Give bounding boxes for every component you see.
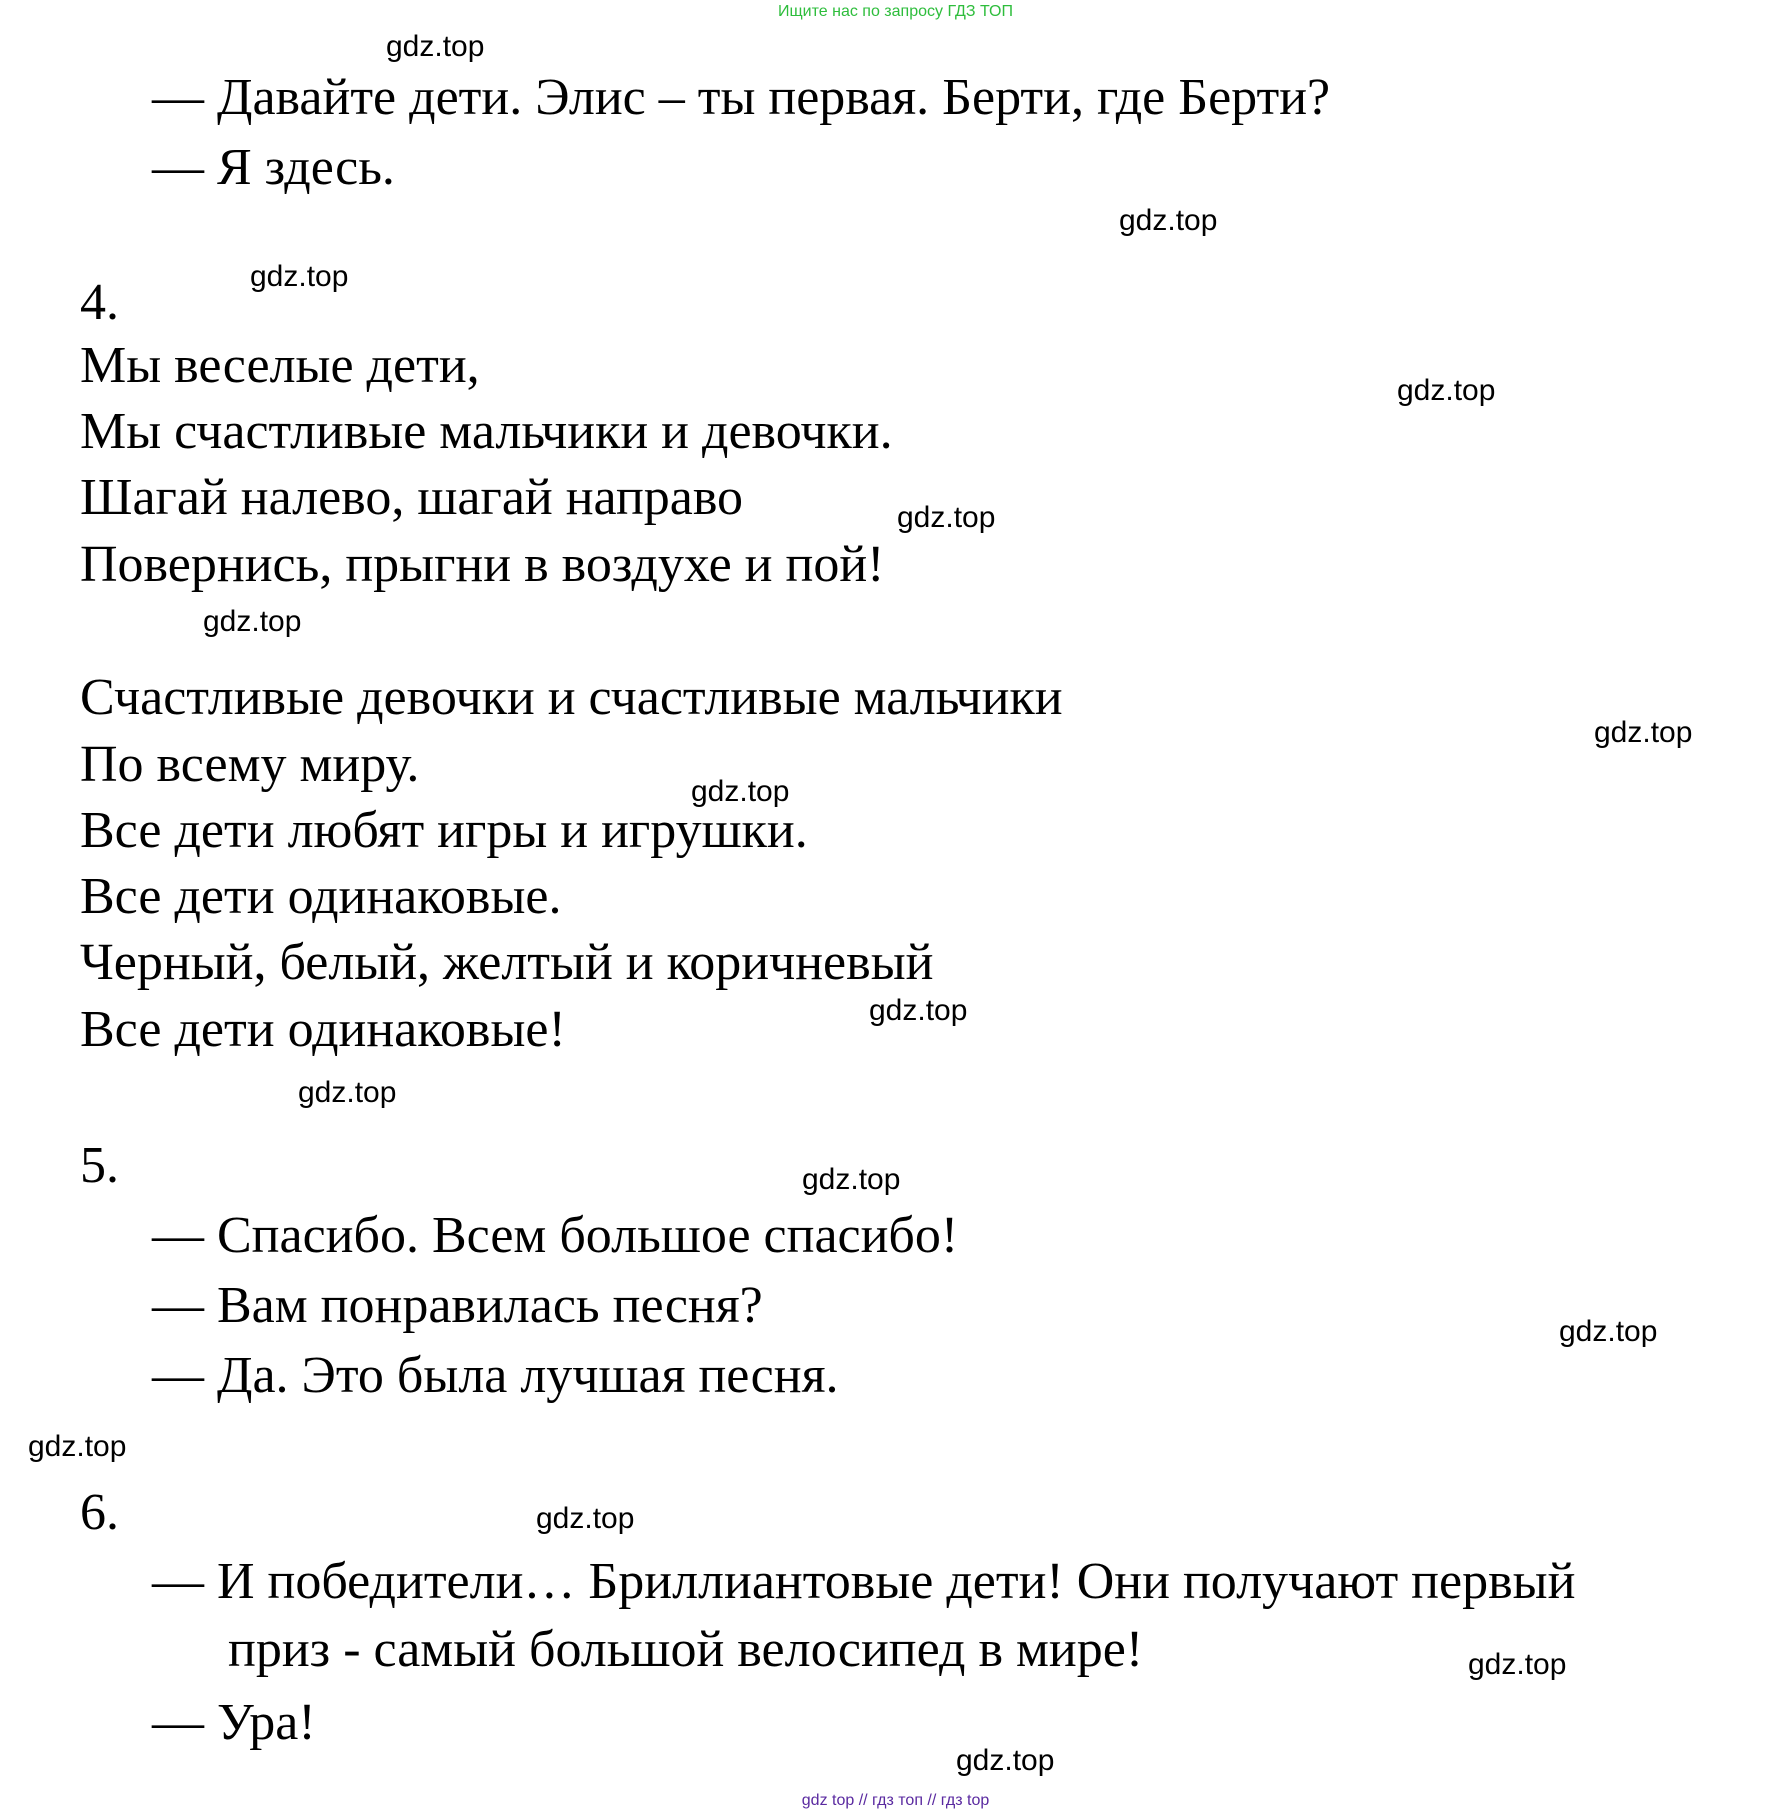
watermark: gdz.top: [897, 501, 996, 534]
poem-line: Шагай налево, шагай направо: [80, 469, 744, 526]
dialogue-line: — Спасибо. Всем большое спасибо!: [152, 1207, 959, 1264]
watermark: gdz.top: [203, 605, 302, 638]
dialogue-line: — Ура!: [152, 1694, 316, 1751]
dialogue-line: — Я здесь.: [152, 139, 395, 196]
dialogue-line: — Давайте дети. Элис – ты первая. Берти, где Берти?: [152, 69, 1331, 126]
watermark: gdz.top: [1468, 1648, 1567, 1681]
poem-line: Все дети одинаковые.: [80, 868, 562, 925]
poem-line: Все дети любят игры и игрушки.: [80, 802, 808, 859]
watermark: gdz.top: [250, 260, 349, 293]
dialogue-line: — Вам понравилась песня?: [152, 1277, 763, 1334]
dialogue-line: — И победители… Бриллиантовые дети! Они получают первый: [152, 1553, 1576, 1610]
watermark: gdz.top: [1594, 716, 1693, 749]
section-number: 5.: [80, 1137, 119, 1194]
footer: gdz top // гдз топ // гдз top: [801, 1792, 990, 1809]
watermark: gdz.top: [1119, 204, 1218, 237]
watermark: gdz.top: [1559, 1315, 1658, 1348]
watermark: gdz.top: [691, 775, 790, 808]
watermark: gdz.top: [536, 1502, 635, 1535]
dialogue-line: приз - самый большой велосипед в мире!: [228, 1621, 1144, 1678]
poem-line: Мы счастливые мальчики и девочки.: [80, 403, 893, 460]
poem-line: Все дети одинаковые!: [80, 1001, 566, 1058]
watermark: gdz.top: [298, 1076, 397, 1109]
section-number: 4.: [80, 274, 119, 331]
watermark: gdz.top: [802, 1163, 901, 1196]
watermark: gdz.top: [956, 1744, 1055, 1777]
top-banner: Ищите нас по запросу ГДЗ ТОП: [778, 3, 1013, 20]
dialogue-line: — Да. Это была лучшая песня.: [152, 1347, 839, 1404]
watermark: gdz.top: [869, 994, 968, 1027]
poem-line: Счастливые девочки и счастливые мальчики: [80, 669, 1063, 726]
poem-line: Черный, белый, желтый и коричневый: [80, 934, 934, 991]
poem-line: Повернись, прыгни в воздухе и пой!: [80, 536, 885, 593]
section-number: 6.: [80, 1484, 119, 1541]
watermark: gdz.top: [28, 1430, 127, 1463]
watermark: gdz.top: [386, 30, 485, 63]
poem-line: Мы веселые дети,: [80, 337, 480, 394]
poem-line: По всему миру.: [80, 736, 420, 793]
watermark: gdz.top: [1397, 374, 1496, 407]
